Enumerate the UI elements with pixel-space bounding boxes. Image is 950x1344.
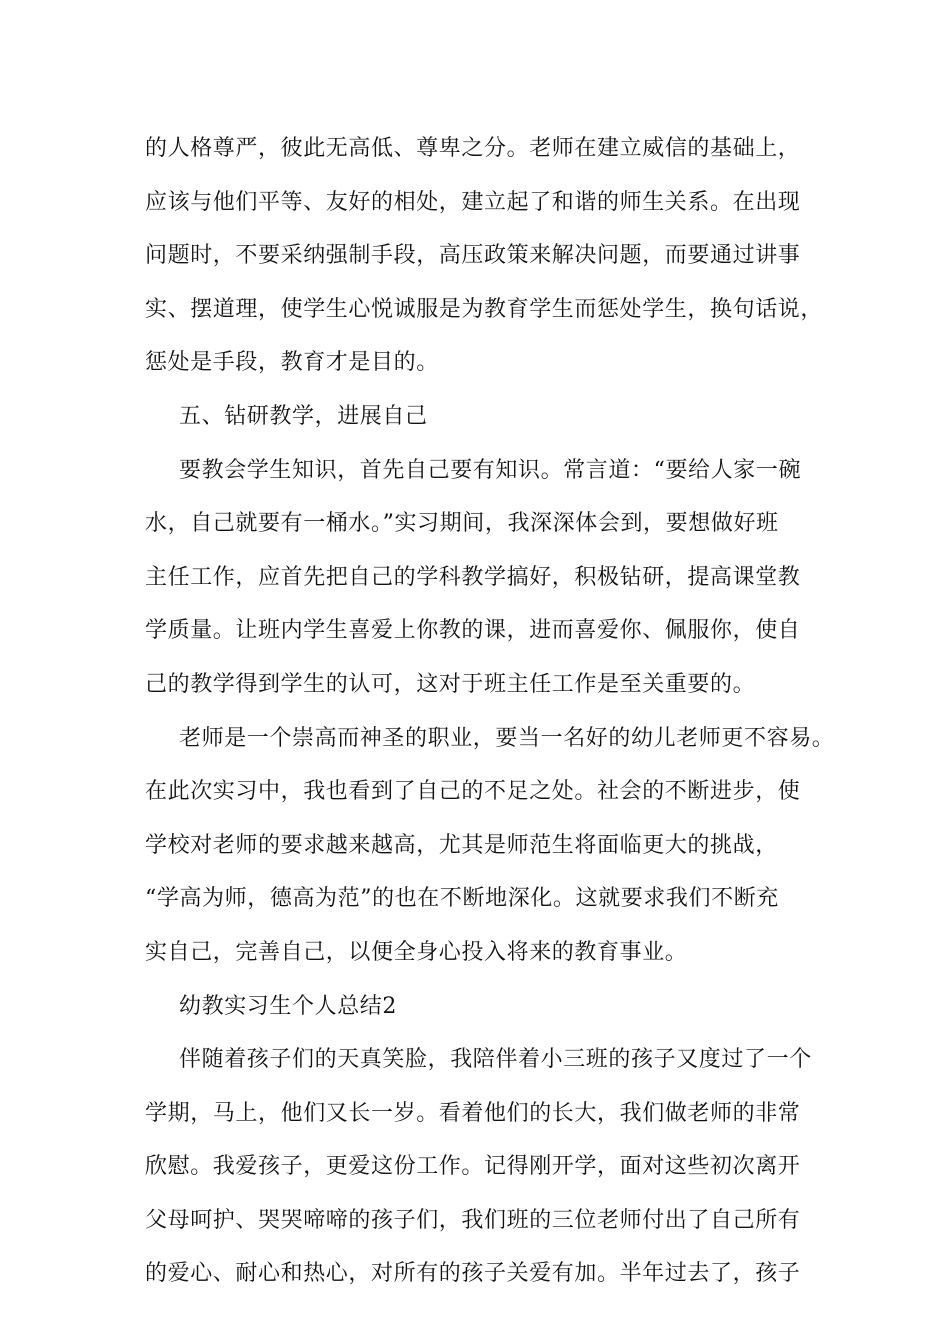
text-line: 应该与他们平等、友好的相处，建立起了和谐的师生关系。在出现 [145, 189, 801, 215]
text-line: 惩处是手段，教育才是目的。 [145, 350, 439, 376]
text-line: 在此次实习中，我也看到了自己的不足之处。社会的不断进步，使 [145, 779, 801, 805]
text-line: 主任工作，应首先把自己的学科教学搞好，积极钻研，提高课堂教 [145, 564, 801, 590]
paragraph-start: 老师是一个崇高而神圣的职业，要当一名好的幼儿老师更不容易。 [179, 725, 835, 751]
text-line: 的人格尊严，彼此无高低、尊卑之分。老师在建立威信的基础上， [145, 136, 801, 161]
text-line: “学高为师，德高为范”的也在不断地深化。这就要求我们不断充 [145, 886, 779, 912]
text-line: 欣慰。我爱孩子，更爱这份工作。记得刚开学，面对这些初次离开 [145, 1154, 801, 1180]
section-heading: 五、钻研教学，进展自己 [179, 403, 428, 429]
paragraph-start: 要教会学生知识，首先自己要有知识。常言道：“要给人家一碗 [179, 457, 802, 483]
text-line: 问题时，不要采纳强制手段，高压政策来解决问题，而要通过讲事 [145, 243, 801, 269]
paragraph-start: 伴随着孩子们的天真笑脸，我陪伴着小三班的孩子又度过了一个 [179, 1047, 812, 1073]
text-line: 实自己，完善自己，以便全身心投入将来的教育事业。 [145, 939, 688, 965]
text-line: 实、摆道理，使学生心悦诚服是为教育学生而惩处学生，换句话说， [145, 296, 824, 322]
text-line: 的爱心、耐心和热心，对所有的孩子关爱有加。半年过去了，孩子 [145, 1261, 801, 1287]
text-line: 学校对老师的要求越来越高，尤其是师范生将面临更大的挑战， [145, 832, 778, 858]
text-line: 学质量。让班内学生喜爱上你教的课，进而喜爱你、佩服你，使自 [145, 618, 801, 644]
document-body [145, 122, 835, 1301]
section-title: 幼教实习生个人总结2 [179, 993, 397, 1019]
text-line: 父母呵护、哭哭啼啼的孩子们，我们班的三位老师付出了自己所有 [145, 1207, 801, 1233]
text-line: 学期，马上，他们又长一岁。看着他们的长大，我们做老师的非常 [145, 1100, 801, 1126]
text-line: 己的教学得到学生的认可，这对于班主任工作是至关重要的。 [145, 671, 756, 697]
text-line: 水，自己就要有一桶水。”实习期间，我深深体会到，要想做好班 [145, 511, 779, 537]
